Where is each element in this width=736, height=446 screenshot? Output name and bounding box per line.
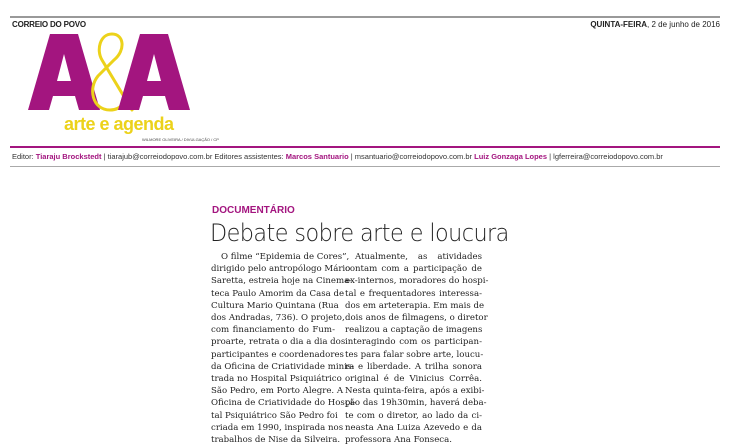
article-headline: Debate sobre arte e loucura (210, 219, 509, 247)
article-line: dois anos de filmagens, o diretor (345, 313, 488, 324)
issue-date (590, 20, 720, 30)
article-line: tal e frequentadores interessa- (345, 288, 482, 299)
article-line: São Pedro, em Porto Alegre. A (211, 386, 344, 397)
article-line: neasta Ana Luiza Azevedo e da (345, 422, 482, 433)
article-line: contam com a participação de (345, 264, 482, 275)
article-line: da Oficina de Criatividade minis- (211, 361, 355, 372)
weekday: QUINTA-FEIRA (590, 20, 648, 29)
article-line: dos em arteterapia. Em mais de (345, 300, 485, 311)
assistant-email-1: | msantuario@correiodopovo.com.br (348, 152, 475, 161)
article-line: O filme “Epidemia de Cores”, (221, 252, 350, 262)
article-line: trabalhos de Nise da Silveira. (211, 435, 341, 446)
article-line: professora Ana Fonseca. (345, 435, 452, 446)
article-column-1 (211, 251, 356, 446)
article-line: ex-internos, moradores do hospi- (345, 276, 489, 287)
editor-email: | tiarajub@correiodopovo.com.br Editores assistentes: (101, 152, 286, 161)
logo-letter-a-2 (118, 34, 190, 110)
article-line: ra e liberdade. A trilha sonora (345, 361, 482, 372)
assistant-editor-2: Luiz Gonzaga Lopes (474, 152, 548, 161)
article-line: participantes e coordenadores (211, 349, 344, 360)
article-line: interagindo com os participan- (345, 337, 482, 348)
article-line: teca Paulo Amorim da Casa de (211, 288, 345, 299)
article-line: criada em 1990, inspirada nos (211, 422, 344, 433)
article-line: realizou a captação de imagens (345, 325, 483, 336)
article-line: Cultura Mario Quintana (Rua (211, 300, 339, 311)
editor-name: Tiaraju Brockstedt (35, 152, 102, 161)
article-line: dirigido pelo antropólogo Mário (211, 264, 351, 275)
article-line: trada no Hospital Psiquiátrico (211, 374, 342, 385)
article-line: tes para falar sobre arte, loucu- (345, 349, 484, 360)
article-line: Nesta quinta-feira, após a exibi- (345, 386, 485, 397)
newspaper-name: CORREIO DO POVO (12, 20, 86, 29)
article-line: com financiamento do Fum- (211, 325, 335, 336)
top-rule (10, 16, 720, 18)
logo-subtitle: arte e agenda (64, 114, 174, 134)
gray-rule (10, 166, 720, 167)
assistant-email-2: | lgferreira@correiodopovo.com.br (547, 152, 663, 161)
logo-letter-a (28, 34, 100, 110)
article-line: ção das 19h30min, haverá deba- (345, 398, 487, 409)
article-line: proarte, retrata o dia a dia dos (211, 337, 346, 348)
magenta-rule (10, 146, 720, 148)
logo-a-and-a (26, 30, 196, 114)
date-text: , 2 de junho de 2016 (647, 20, 720, 29)
editor-label: Editor: (12, 152, 36, 161)
article-line: te com o diretor, ao lado da ci- (345, 410, 482, 421)
article-line: dos Andradas, 736). O projeto, (211, 313, 345, 324)
article-line: Saretta, estreia hoje na Cinema- (211, 276, 353, 287)
article-kicker: DOCUMENTÁRIO (212, 205, 295, 216)
assistant-editor-1: Marcos Santuario (285, 152, 349, 161)
photo-credit: WILMORE OLIVEIRA / DIVULGAÇÃO / CP (142, 137, 219, 142)
article-line: original é de Vinicius Corrêa. (345, 374, 482, 385)
article-line: Oficina de Criatividade do Hospi- (211, 398, 356, 409)
article-column-2 (345, 251, 489, 446)
editors-line (12, 152, 663, 162)
article-line: tal Psiquiátrico São Pedro foi (211, 410, 338, 421)
article-line: Atualmente, as atividades (355, 252, 482, 262)
